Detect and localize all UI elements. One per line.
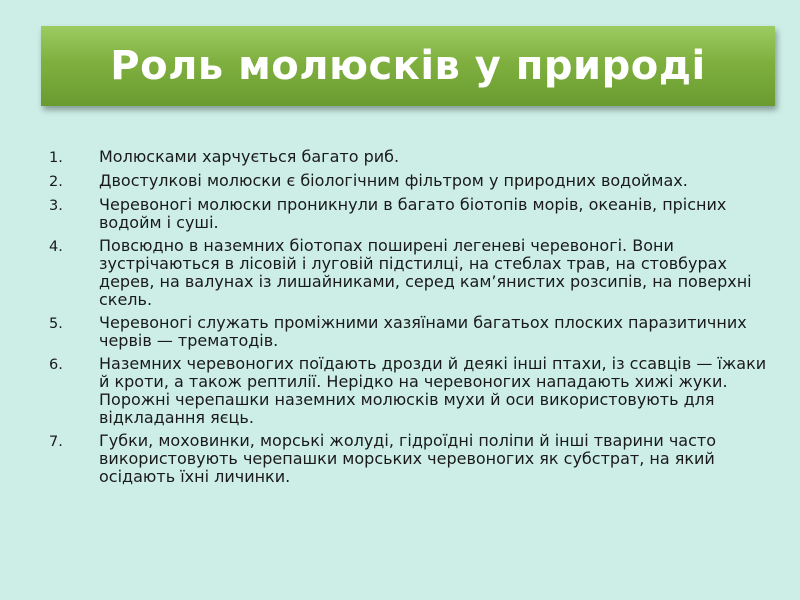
list-item-number: 7. bbox=[49, 434, 63, 450]
list-item-number: 2. bbox=[49, 174, 63, 190]
list-item bbox=[49, 196, 769, 232]
list-item-number: 3. bbox=[49, 198, 63, 214]
list-item bbox=[49, 355, 769, 427]
list-item-number: 6. bbox=[49, 357, 63, 373]
list-item-number: 4. bbox=[49, 239, 63, 255]
list-item-text: Наземних черевоногих поїдають дрозди й деякі інші птахи, із ссавців — їжаки й кроти, а також рептилії. Нерідко на черевоногих нападають хижі жуки. Порожні черепашки наземних молюсків мухи й оси використовують для відкладання яєць. bbox=[99, 354, 767, 427]
list-item-text: Повсюдно в наземних біотопах поширені легеневі черевоногі. Вони зустрічаються в лісовій і луговій підстилці, на стеблах трав, на стовбурах дерев, на валунах із лишайниками, серед кам’янистих розсипів, на поверхні скель. bbox=[99, 236, 752, 309]
list-item bbox=[49, 237, 769, 309]
list-item bbox=[49, 314, 769, 350]
list-item bbox=[49, 148, 769, 167]
list-item-text: Двостулкові молюски є біологічним фільтром у природних водоймах. bbox=[99, 171, 688, 190]
list-item-text: Молюсками харчується багато риб. bbox=[99, 147, 400, 166]
slide-title: Роль молюсків у природі bbox=[110, 43, 706, 89]
list-item bbox=[49, 172, 769, 191]
list-item bbox=[49, 432, 769, 486]
list-item-text: Губки, моховинки, морські жолуді, гідроїдні поліпи й інші тварини часто використовують черепашки морських черевоногих як субстрат, на який осідають їхні личинки. bbox=[99, 431, 716, 486]
list-item-number: 5. bbox=[49, 316, 63, 332]
numbered-list bbox=[49, 148, 769, 491]
title-banner bbox=[41, 26, 775, 106]
list-item-number: 1. bbox=[49, 150, 63, 166]
list-item-text: Черевоногі молюски проникнули в багато біотопів морів, океанів, прісних водойм і суші. bbox=[99, 195, 727, 232]
list-item-text: Черевоногі служать проміжними хазяїнами багатьох плоских паразитичних червів — трематодів. bbox=[99, 313, 747, 350]
